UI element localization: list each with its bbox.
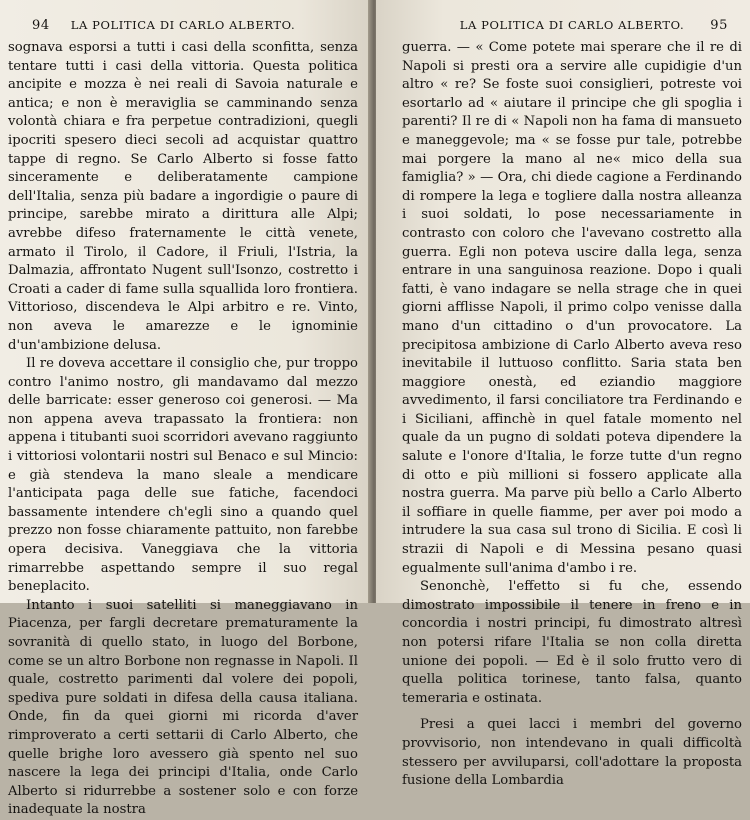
right-body-text xyxy=(402,39,742,791)
left-page-number: 94 xyxy=(32,18,50,33)
right-paragraph-3: Presi a quei lacci i membri del governo provvisorio, non intendevano in quali difficoltà stessero per avviluparsi, coll'adottare la proposta fusione della Lombardia xyxy=(402,717,742,789)
left-paragraph-3: Intanto i suoi satelliti si maneggiavano in Piacenza, per fargli decretare prematuramente la sovranità di quello stato, in luogo del Borbone, come se un altro Borbone non regnasse in Napoli. Il quale, costretto parimenti dal volere dei popoli, spediva pure soldati in difesa della causa italiana. Onde, fin da quei giorni mi ricorda d'aver rimproverato a certi settarii di Carlo Alberto, che quelle brighe loro avessero già spento nel suo nascere la lega dei principi d'Italia, onde Carlo Alberto si ridurrebbe a sostener solo e con forze inadequate la nostra xyxy=(8,597,358,818)
left-page xyxy=(0,0,372,818)
left-paragraph-2: Il re doveva accettare il consiglio che, pur troppo contro l'animo nostro, gli mandavamo dal mezzo delle barricate: esser generoso coi generosi. — Ma non appena aveva trapassato la frontiera: non appena i titubanti suoi scorridori avevano raggiunto i vittoriosi volontarii nostri sul Benaco e sul Mincio: e già stendeva la mano sleale a mendicare l'anticipata paga delle sue fatiche, facendoci bassamente intendere ch'egli sino a quando quel prezzo non fosse chiaramente pattuito, non farebbe opera decisiva. Vaneggiava che la vittoria rimarrebbe aspettando sempre il suo regal beneplacito. xyxy=(8,356,358,595)
right-paragraph-2: Senonchè, l'effetto si fu che, essendo dimostrato impossibile il tenere in freno e in concordia i nostri principi, fu dimostrato altresì non potersi rifare l'Italia se non colla diretta unione dei popoli. — Ed è il solo frutto vero di quella politica torinese, tanto falsa, quanto temeraria e ostinata. xyxy=(402,579,742,706)
right-page-number: 95 xyxy=(710,18,728,33)
right-page xyxy=(376,0,750,789)
right-paragraph-1: guerra. — « Come potete mai sperare che il re di Napoli si presti ora a servire alle cupidigie d'un altro « re? Se foste suoi consiglieri, potreste voi esortarlo ad « aiutare il principe che gli spoglia i parenti? Il re di « Napoli non ha fama di mansueto e maneggevole; ma « se fosse pur tale, potrebbe mai porgere la mano al ne« mico della sua famiglia? » — Ora, chi diede cagione a Ferdinando di rompere la lega e togliere dalla nostra alleanza i suoi soldati, lo pose necessariamente in contrasto con coloro che l'avevano costretto alla guerra. Egli non poteva uscire dalla lega, senza entrare in una sanguinosa reazione. Dopo i quali fatti, è vano indagare se nella strage che in quei giorni afflisse Napoli, il primo colpo venisse dalla mano d'un cittadino o d'un provocatore. La precipitosa ambizione di Carlo Alberto aveva reso inevitabile il luttuoso conflitto. Saria stata ben maggiore onestà, ed eziandio maggiore avvedimento, il farsi conciliatore tra Ferdinando e i Siciliani, affinchè in quel fatale momento nel quale da un pugno di soldati poteva dipendere la salute e l'onore d'Italia, le forze tutte d'un regno di otto e più millioni si fossero applicate alla nostra guerra. Ma parve più bello a Carlo Alberto il soffiare in quelle fiamme, per aver poi modo a intrudere la sua casa sul trono di Sicilia. E così li strazii di Napoli e di Messina pesano quasi egualmente sull'anima d'ambo i re. xyxy=(402,40,742,576)
left-body-text xyxy=(8,39,358,820)
right-running-title: LA POLITICA DI CARLO ALBERTO. xyxy=(459,18,685,32)
left-running-head xyxy=(8,18,358,36)
right-running-head xyxy=(402,18,742,36)
left-paragraph-1: sognava esporsi a tutti i casi della sconfitta, senza tentare tutti i casi della vittoria. Questa politica ancipite e mozza è nei reali di Savoia naturale e antica; e non è meraviglia se camminando senza volontà chiara e fra perpetue contradizioni, quegli ipocriti spesero dieci secoli ad acquistar quattro tappe di regno. Se Carlo Alberto si fosse fatto sinceramente e deliberatamente campione dell'Italia, senza più badare a ingordigie o paure di principe, sarebbe mirato a dirittura alle Alpi; avrebbe difeso fraternamente le città venete, armato il Tirolo, il Cadore, il Friuli, l'Istria, la Dalmazia, affrontato Nugent sull'Isonzo, costretto i Croati a cader di fame sulla squallida loro frontiera. Vittorioso, discendeva le Alpi arbitro e re. Vinto, non aveva le amarezze e le ignominie d'un'ambizione delusa. xyxy=(8,40,358,353)
left-running-title: LA POLITICA DI CARLO ALBERTO. xyxy=(70,18,296,32)
